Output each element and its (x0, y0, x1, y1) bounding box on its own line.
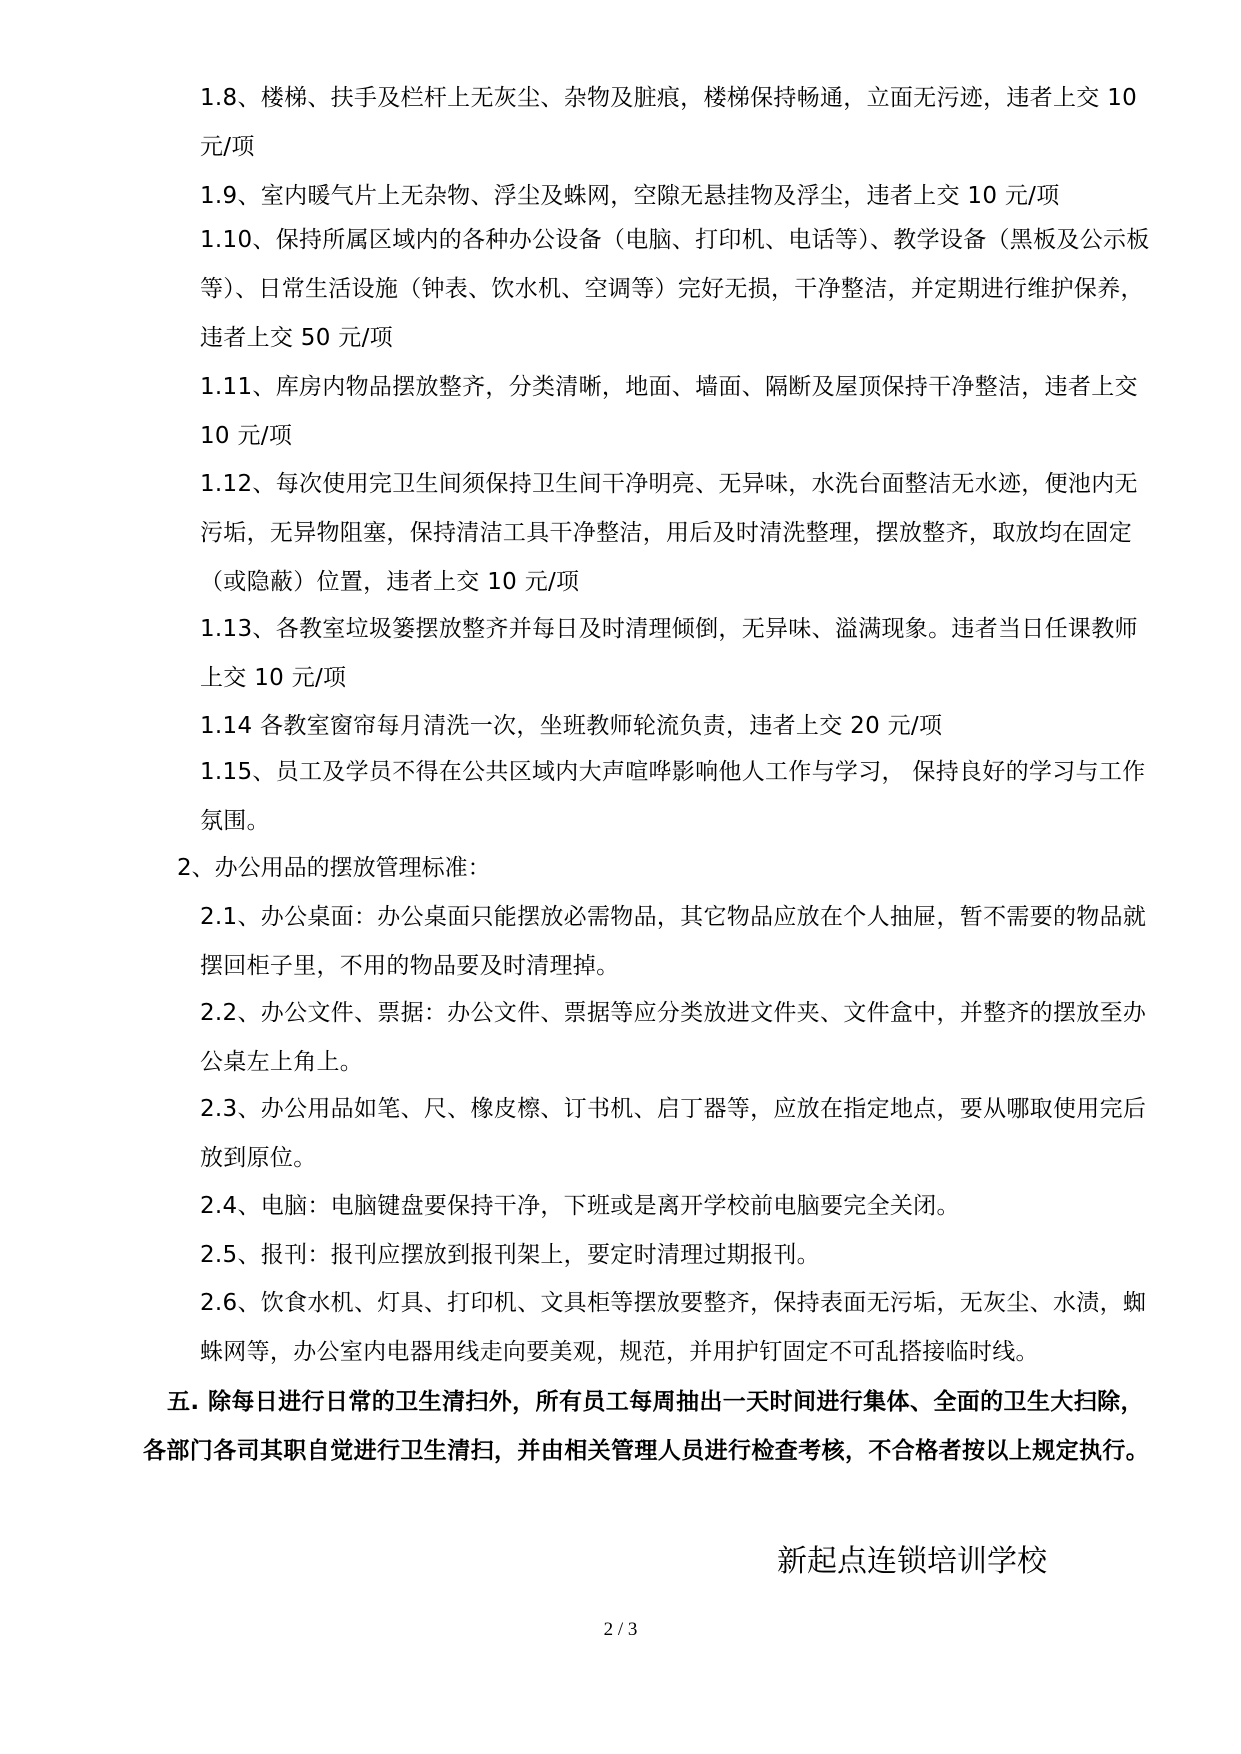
rule-item-1-12: 1.12、每次使用完卫生间须保持卫生间干净明亮、无异味，水洗台面整洁无水迹，便池内无污垢，无异物阻塞，保持清洁工具干净整洁，用后及时清洗整理，摆放整齐，取放均在固定（或隐蔽）位置，违者上交 10 元/项 (200, 471, 1138, 595)
section-5-paragraph: 五. 除每日进行日常的卫生清扫外，所有员工每周抽出一天时间进行集体、全面的卫生大扫除，各部门各司其职自觉进行卫生清扫，并由相关管理人员进行检查考核，不合格者按以上规定执行。 (143, 1389, 1150, 1464)
rule-item-2-1: 2.1、办公桌面：办公桌面只能摆放必需物品，其它物品应放在个人抽屉，暂不需要的物品就摆回柜子里，不用的物品要及时清理掉。 (200, 904, 1147, 979)
rule-item-1-15: 1.15、员工及学员不得在公共区域内大声喧哗影响他人工作与学习， 保持良好的学习与工作氛围。 (200, 759, 1146, 834)
rule-item-2-5: 2.5、报刊：报刊应摆放到报刊架上，要定时清理过期报刊。 (200, 1242, 820, 1268)
section-2-heading: 2、办公用品的摆放管理标准： (177, 855, 491, 881)
rule-item-1-13: 1.13、各教室垃圾篓摆放整齐并每日及时清理倾倒，无异味、溢满现象。违者当日任课教师上交 10 元/项 (200, 616, 1138, 691)
rule-item-1-9: 1.9、室内暖气片上无杂物、浮尘及蛛网，空隙无悬挂物及浮尘，违者上交 10 元/项 (200, 183, 1060, 209)
school-signature: 新起点连锁培训学校 (777, 1544, 1047, 1579)
rule-item-1-14: 1.14 各教室窗帘每月清洗一次，坐班教师轮流负责，违者上交 20 元/项 (200, 713, 943, 739)
rule-item-1-10: 1.10、保持所属区域内的各种办公设备（电脑、打印机、电话等）、教学设备（黑板及公示板等）、日常生活设施（钟表、饮水机、空调等）完好无损，干净整洁，并定期进行维护保养，违者上交 50 元/项 (200, 227, 1150, 351)
rule-item-1-11: 1.11、库房内物品摆放整齐，分类清晰，地面、墙面、隔断及屋顶保持干净整洁，违者上交 10 元/项 (200, 374, 1138, 449)
rule-item-1-8: 1.8、楼梯、扶手及栏杆上无灰尘、杂物及脏痕，楼梯保持畅通，立面无污迹，违者上交 10 元/项 (200, 85, 1138, 160)
rule-item-2-4: 2.4、电脑：电脑键盘要保持干净，下班或是离开学校前电脑要完全关闭。 (200, 1193, 960, 1219)
rule-item-2-3: 2.3、办公用品如笔、尺、橡皮檫、订书机、启丁器等，应放在指定地点，要从哪取使用完后放到原位。 (200, 1096, 1147, 1171)
rule-item-2-2: 2.2、办公文件、票据：办公文件、票据等应分类放进文件夹、文件盒中，并整齐的摆放至办公桌左上角上。 (200, 1000, 1147, 1075)
page-number: 2 / 3 (603, 1619, 638, 1640)
rule-item-2-6: 2.6、饮食水机、灯具、打印机、文具柜等摆放要整齐，保持表面无污垢，无灰尘、水渍，蜘蛛网等，办公室内电器用线走向要美观，规范，并用护钉固定不可乱搭接临时线。 (200, 1290, 1147, 1365)
